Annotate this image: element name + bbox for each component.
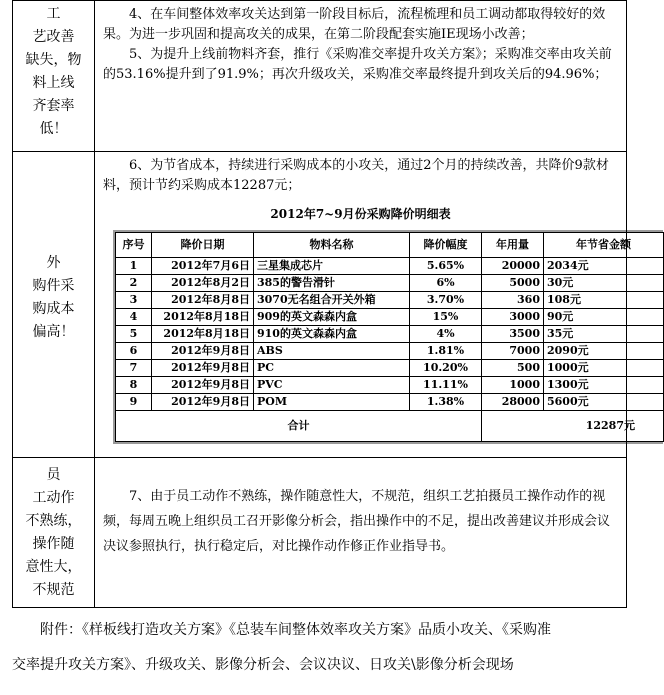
row-operation xyxy=(13,458,627,608)
row-purchase-cost xyxy=(13,152,627,458)
cost-table-row xyxy=(116,343,664,360)
issue-line: 不熟练， xyxy=(25,513,82,529)
cell-date: 2012年9月8日 xyxy=(152,343,254,360)
cell-pct: 6% xyxy=(410,275,482,292)
cell-qty: 5000 xyxy=(482,275,544,292)
measure-cell-purchase xyxy=(95,152,635,458)
cost-table-row xyxy=(116,377,664,394)
paragraph-4: 4、在车间整体效率攻关达到第一阶段目标后，流程梳理和员工调动都取得较好的效果。为进一步巩固和提高攻关的成果，在第二阶段配套实施IE现场小改善； xyxy=(103,7,606,42)
cell-no: 7 xyxy=(116,360,152,377)
cell-name: PC xyxy=(254,360,410,377)
issue-line: 料上线 xyxy=(32,75,75,91)
row-process xyxy=(13,1,627,152)
attachments-line-1: 附件：《样板线打造攻关方案》《总装车间整体效率攻关方案》品质小攻关、《采购准 xyxy=(40,622,551,638)
cost-table-row xyxy=(116,258,664,275)
cell-name: POM xyxy=(254,394,410,411)
cell-pct: 11.11% xyxy=(410,377,482,394)
issue-line: 购件采 xyxy=(32,278,75,294)
issue-line: 员 xyxy=(46,467,61,483)
cost-table-row xyxy=(116,292,664,309)
cell-qty: 7000 xyxy=(482,343,544,360)
header-name: 物料名称 xyxy=(254,233,410,258)
issue-line: 操作随 xyxy=(32,536,75,552)
issue-line: 齐套率 xyxy=(32,98,75,114)
cell-pct: 1.81% xyxy=(410,343,482,360)
cell-date: 2012年9月8日 xyxy=(152,394,254,411)
paragraph-7: 7、由于员工动作不熟练，操作随意性大，不规范，组织工艺拍摄员工操作动作的视频，每周五晚上组织员工召开影像分析会，指出操作中的不足，提出改善建议并形成会议决议参照执行，执行稳定后，对比操作动作修正作业指导书。 xyxy=(103,489,611,554)
cell-pct: 10.20% xyxy=(410,360,482,377)
cell-pct: 4% xyxy=(410,326,482,343)
cell-qty: 3500 xyxy=(482,326,544,343)
cost-table-total xyxy=(116,411,664,442)
cell-save: 108元 xyxy=(544,292,664,309)
cell-name: 三星集成芯片 xyxy=(254,258,410,275)
cell-no: 4 xyxy=(116,309,152,326)
cost-table-row xyxy=(116,360,664,377)
header-pct: 降价幅度 xyxy=(410,233,482,258)
cell-name: 910的英文森森内盒 xyxy=(254,326,410,343)
cell-name: PVC xyxy=(254,377,410,394)
cost-table-row xyxy=(116,394,664,411)
cell-save: 1300元 xyxy=(544,377,664,394)
cell-qty: 3000 xyxy=(482,309,544,326)
cost-table-title: 2012年7~9月份采购降价明细表 xyxy=(270,207,451,221)
cell-no: 8 xyxy=(116,377,152,394)
cost-table-row xyxy=(116,275,664,292)
issue-line: 工 xyxy=(46,6,61,22)
total-value: 12287元 xyxy=(482,411,664,442)
cost-table xyxy=(115,232,664,442)
cell-qty: 28000 xyxy=(482,394,544,411)
cell-date: 2012年7月6日 xyxy=(152,258,254,275)
attachments-line-2: 交率提升攻关方案》、升级攻关、影像分析会、会议决议、日攻关\影像分析会现场 xyxy=(12,657,514,673)
issue-cell-process xyxy=(13,1,95,152)
cell-no: 9 xyxy=(116,394,152,411)
cell-save: 90元 xyxy=(544,309,664,326)
header-date: 降价日期 xyxy=(152,233,254,258)
cell-date: 2012年8月18日 xyxy=(152,309,254,326)
issue-line: 不规范 xyxy=(32,582,75,598)
cell-name: 909的英文森森内盒 xyxy=(254,309,410,326)
measure-cell-process xyxy=(95,1,627,152)
cell-save: 5600元 xyxy=(544,394,664,411)
issue-line: 外 xyxy=(46,255,61,271)
cell-pct: 1.38% xyxy=(410,394,482,411)
issue-line: 工动作 xyxy=(32,490,75,506)
cell-no: 6 xyxy=(116,343,152,360)
cell-save: 2034元 xyxy=(544,258,664,275)
cell-no: 2 xyxy=(116,275,152,292)
cell-qty: 500 xyxy=(482,360,544,377)
cell-save: 35元 xyxy=(544,326,664,343)
issue-line: 艺改善 xyxy=(32,29,75,45)
cell-no: 3 xyxy=(116,292,152,309)
cell-pct: 15% xyxy=(410,309,482,326)
header-no: 序号 xyxy=(116,233,152,258)
paragraph-5: 5、为提升上线前物料齐套，推行《采购准交率提升攻关方案》；采购准交率由攻关前的53.16%提升到了91.9%；再次升级攻关，采购准交率最终提升到攻关后的94.96%； xyxy=(103,47,612,82)
paragraph-6: 6、为节省成本，持续进行采购成本的小攻关，通过2个月的持续改善，共降价9款材料，预计节约采购成本12287元； xyxy=(103,158,609,193)
cell-name: 3070无名组合开关外箱 xyxy=(254,292,410,309)
issue-line: 缺失，物 xyxy=(25,52,82,68)
cell-name: 385的警告滑针 xyxy=(254,275,410,292)
measure-cell-operation xyxy=(95,458,627,608)
cell-save: 2090元 xyxy=(544,343,664,360)
issue-cell-purchase xyxy=(13,152,95,458)
cell-qty: 20000 xyxy=(482,258,544,275)
issue-line: 偏高！ xyxy=(32,324,75,340)
cell-qty: 360 xyxy=(482,292,544,309)
cost-table-row xyxy=(116,326,664,343)
cell-save: 30元 xyxy=(544,275,664,292)
cell-name: ABS xyxy=(254,343,410,360)
cost-table-header xyxy=(116,233,664,258)
cost-table-frame xyxy=(113,230,663,444)
cell-date: 2012年8月8日 xyxy=(152,292,254,309)
cell-pct: 3.70% xyxy=(410,292,482,309)
cell-date: 2012年8月18日 xyxy=(152,326,254,343)
issue-line: 购成本 xyxy=(32,301,75,317)
improvement-table xyxy=(12,0,635,608)
cell-no: 5 xyxy=(116,326,152,343)
total-label: 合计 xyxy=(116,411,482,442)
cell-qty: 1000 xyxy=(482,377,544,394)
header-qty: 年用量 xyxy=(482,233,544,258)
cost-table-row xyxy=(116,309,664,326)
cell-date: 2012年9月8日 xyxy=(152,360,254,377)
cell-pct: 5.65% xyxy=(410,258,482,275)
cell-date: 2012年9月8日 xyxy=(152,377,254,394)
issue-line: 意性大， xyxy=(25,559,82,575)
cell-date: 2012年8月2日 xyxy=(152,275,254,292)
issue-cell-operation xyxy=(13,458,95,608)
header-save: 年节省金额 xyxy=(544,233,664,258)
issue-line: 低！ xyxy=(39,121,68,137)
cell-no: 1 xyxy=(116,258,152,275)
cell-save: 1000元 xyxy=(544,360,664,377)
